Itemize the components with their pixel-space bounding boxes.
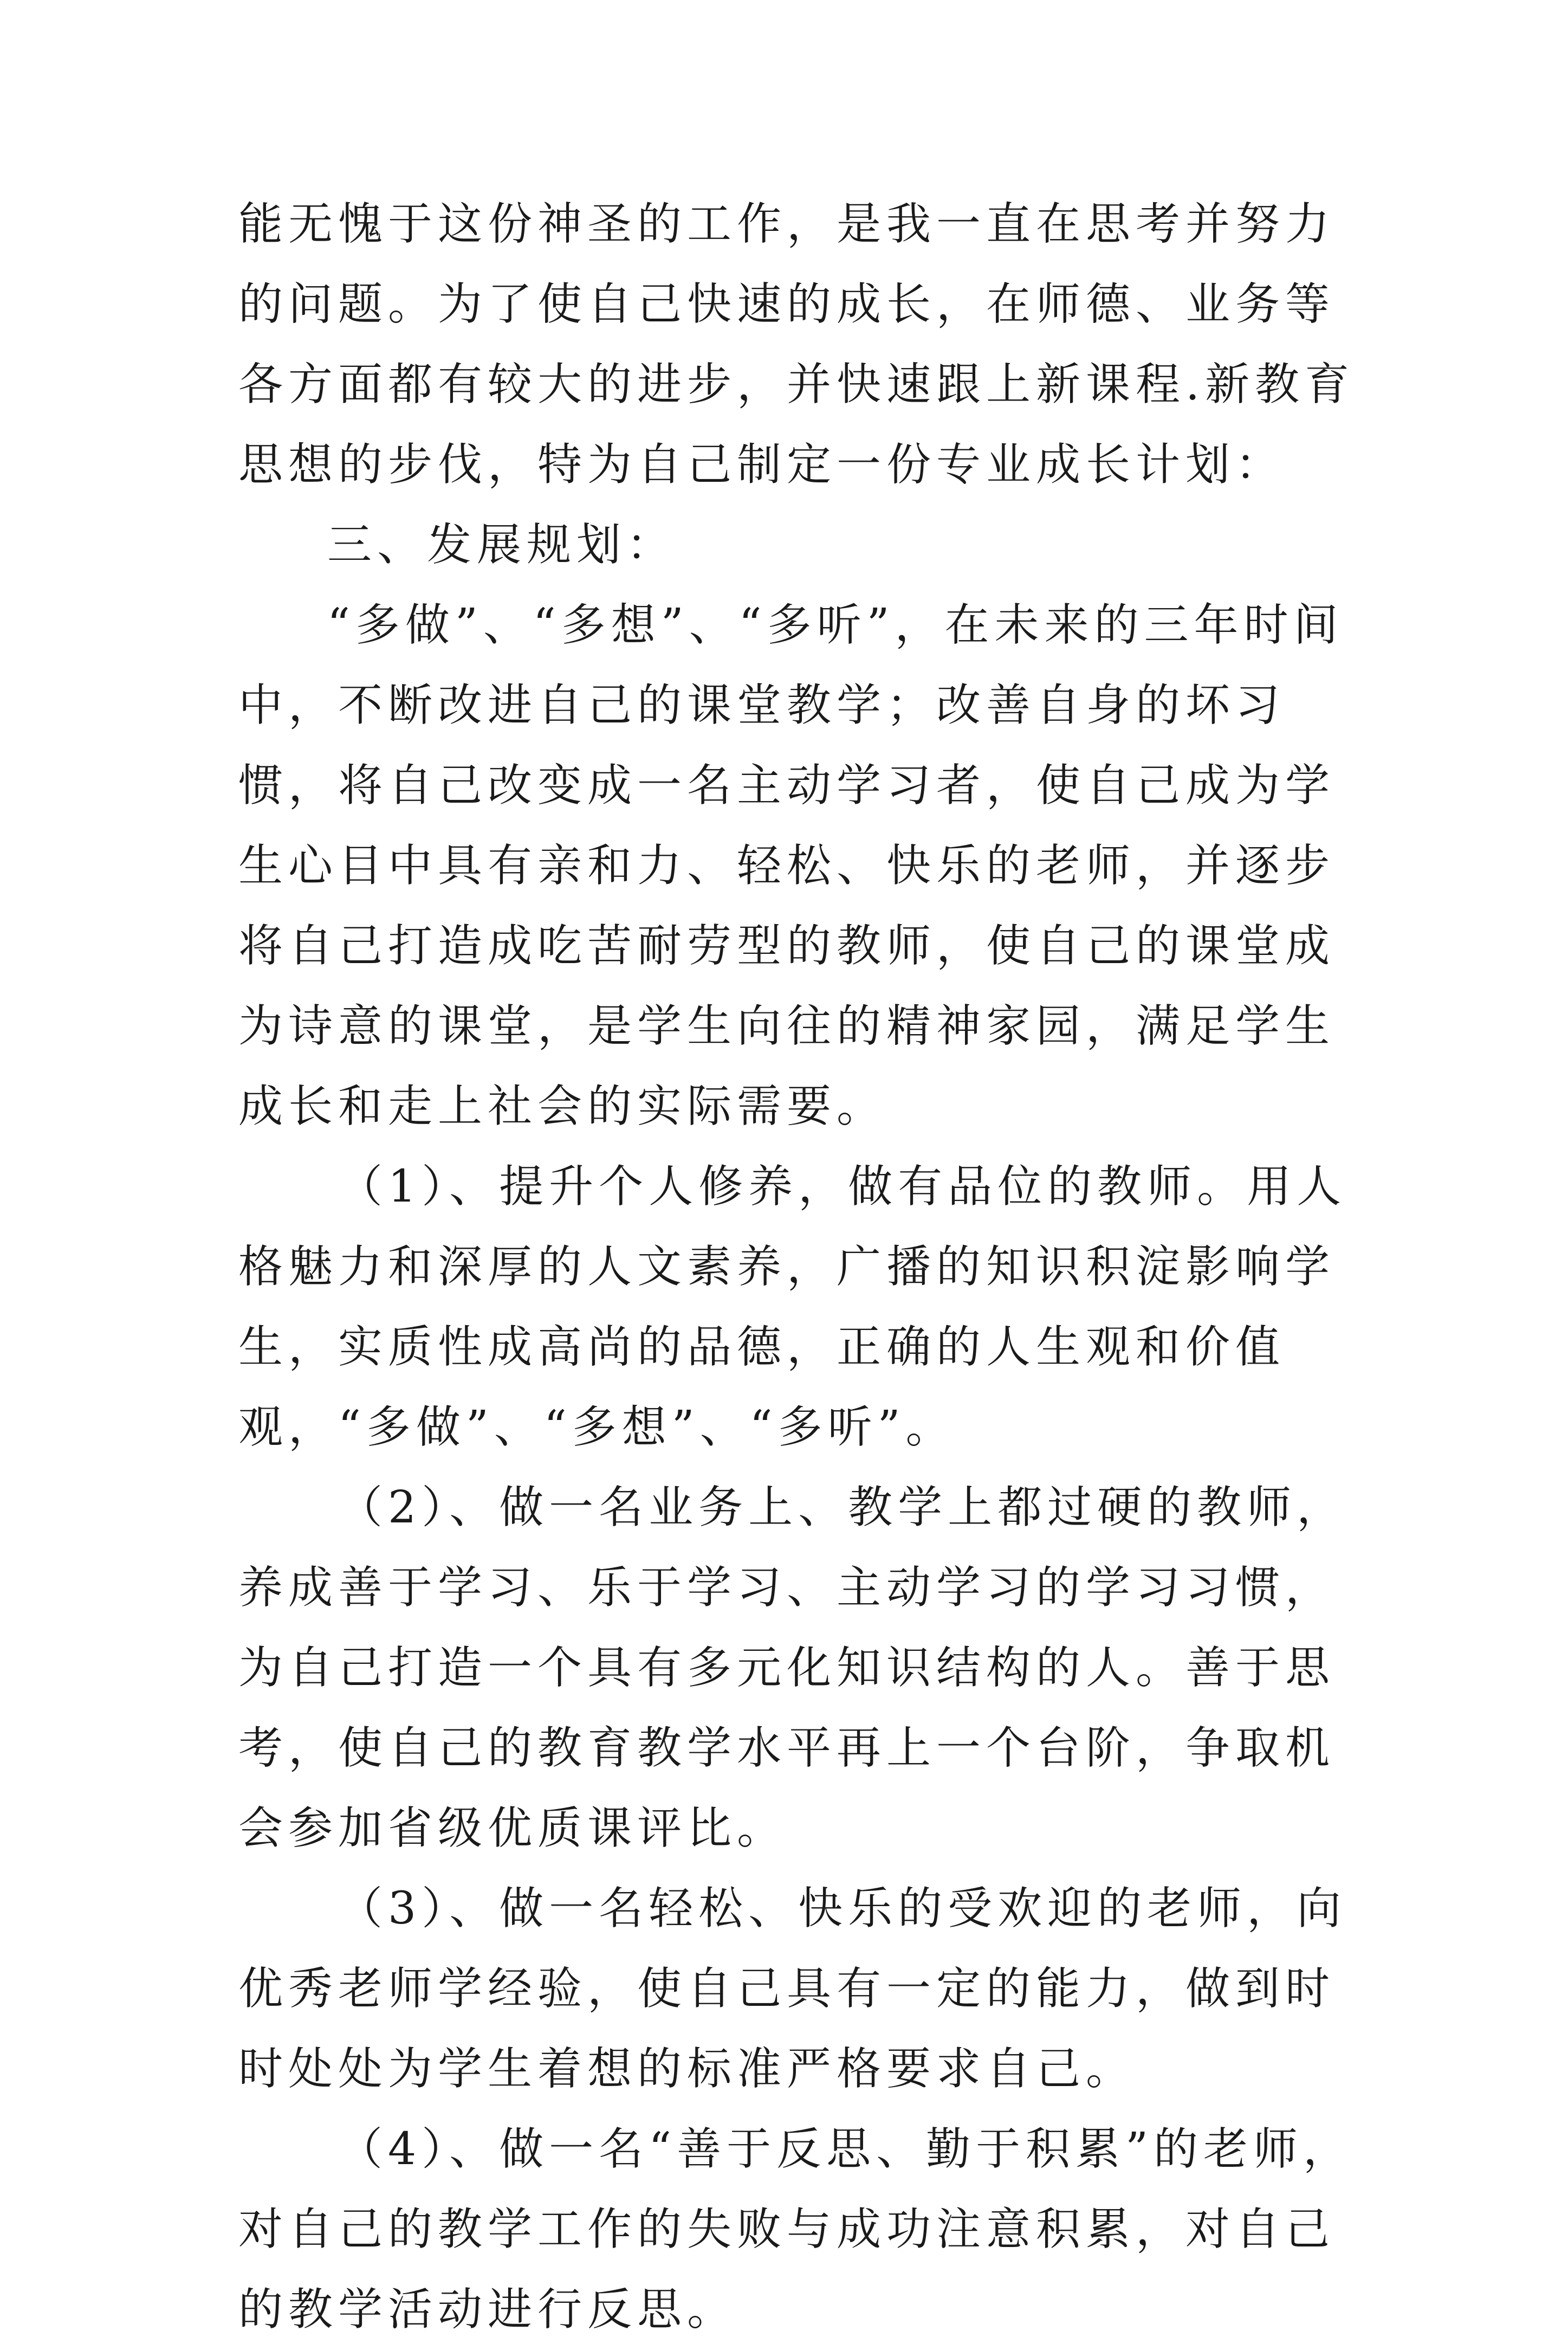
paragraph-item-3: （3）、做一名轻松、快乐的受欢迎的老师，向优秀老师学经验，使自己具有一定的能力，做到时时处处为学生着想的标准严格要求自己。 (238, 1883, 1347, 2095)
section-heading: 三、发展规划： (327, 519, 677, 571)
paragraph-item-4: （4）、做一名“善于反思、勤于积累”的老师，对自己的教学工作的失败与成功注意积累，对自己的教学活动进行反思。 (238, 2123, 1353, 2335)
paragraph-plan: “多做”、“多想”、“多听”，在未来的三年时间中，不断改进自己的课堂教学；改善自身的坏习惯，将自己改变成一名主动学习者，使自己成为学生心目中具有亲和力、轻松、快乐的老师，并逐步将自己打造成吃苦耐劳型的教师，使自己的课堂成为诗意的课堂，是学生向往的精神家园，满足学生成长和走上社会的实际需要。 (238, 599, 1344, 1132)
paragraph-intro: 能无愧于这份神圣的工作，是我一直在思考并努力的问题。为了使自己快速的成长，在师德、业务等各方面都有较大的进步，并快速跟上新课程.新教育思想的步伐，特为自己制定一份专业成长计划： (238, 198, 1355, 490)
paragraph-item-1: （1）、提升个人修养，做有品位的教师。用人格魅力和深厚的人文素养，广播的知识积淀影响学生，实质性成高尚的品德，正确的人生观和价值观，“多做”、“多想”、“多听”。 (238, 1161, 1347, 1453)
paragraph-item-2: （2）、做一名业务上、教学上都过硬的教师，养成善于学习、乐于学习、主动学习的学习习惯，为自己打造一个具有多元化知识结构的人。善于思考，使自己的教育教学水平再上一个台阶，争取机会参加省级优质课评比。 (238, 1482, 1347, 1854)
document-body (238, 184, 1365, 2350)
